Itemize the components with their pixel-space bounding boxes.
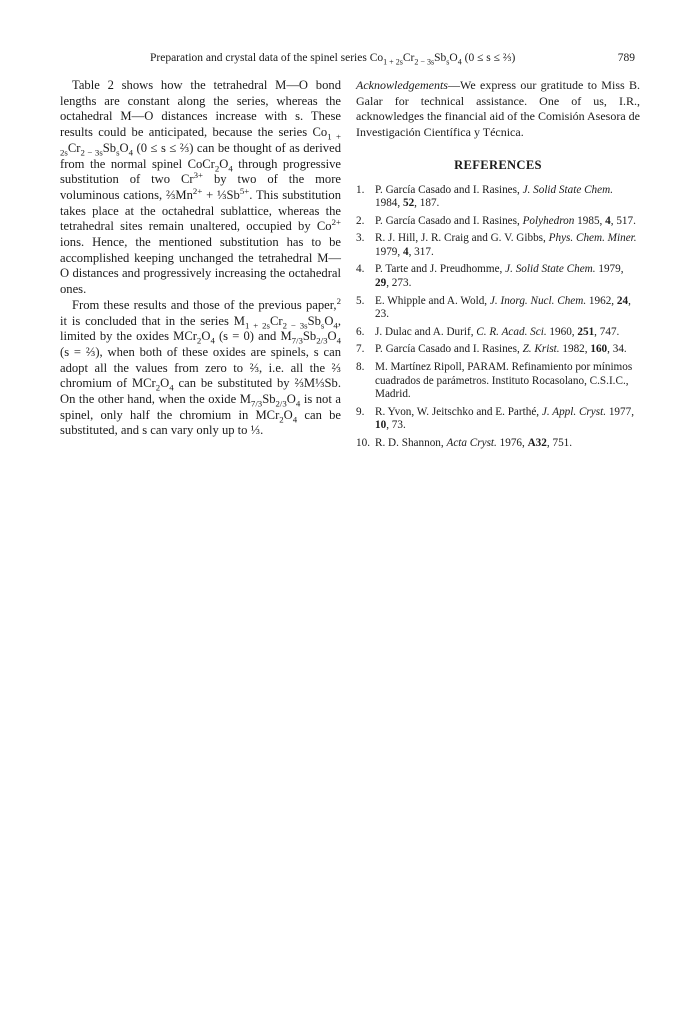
reference-year: 1982, [559, 343, 591, 356]
reference-volume: A32 [527, 437, 547, 450]
reference-item [356, 184, 640, 211]
acknowledgements-text: —We express our gratitude to Miss B. Galar for technical assistance. One of us, I.R., acknowledges the financial aid of the Comisión Asesora de Investigación Científica y Técnica. [356, 78, 640, 140]
title-text: Sb [434, 52, 447, 64]
reference-item [356, 215, 640, 229]
reference-journal: J. Appl. Cryst. [541, 405, 607, 418]
reference-authors: R. J. Hill, J. R. Craig and G. V. Gibbs, [375, 232, 549, 245]
references-heading: REFERENCES [454, 157, 542, 172]
reference-list [356, 184, 640, 451]
reference-year: 1984, [375, 197, 403, 210]
title-sub: s [446, 57, 450, 67]
reference-pages: , 273. [386, 277, 412, 290]
reference-authors: R. D. Shannon, [375, 437, 447, 450]
reference-number: 9. [356, 405, 365, 418]
reference-number: 2. [356, 214, 365, 227]
left-column [60, 78, 341, 439]
reference-journal: Z. Krist. [522, 343, 560, 356]
reference-volume: 4 [605, 214, 611, 227]
reference-item [356, 232, 640, 259]
running-title [150, 52, 516, 67]
right-column [356, 78, 640, 455]
reference-journal: J. Solid State Chem. [522, 183, 613, 196]
reference-year: 1977, [606, 405, 634, 418]
paragraph-results: Table 2 shows how the tetrahedral M—O bond lengths are constant along the series, whereas the octahedral M—O distances increase with s. These results could be anticipated, because the series $Co_{1 + 2s}Cr_{2 - 3s}Sb_sO_4$ (0 ≤ s ≤ ⅔) can be thought of as derived from the normal spinel $CoCr_2O_4$ through progressive substitution of two $Cr^{3+}$ by two of the more voluminous cations, $\frac{2}{3}Mn^{2+}$ + $\frac{1}{3}Sb^{5+}$. This substitution takes place at the octahedral sublattice, whereas the tetrahedral sites remain unaltered, occupied by $Co^{2+}$ ions. Hence, the mentioned substitution has to be accomplished keeping unchanged the tetrahedral M—O distances and progressively increasing the octahedral ones. [60, 78, 342, 297]
acknowledgements [356, 78, 640, 141]
reference-item [356, 295, 640, 322]
reference-pages: , 747. [594, 325, 620, 338]
reference-volume: 10 [375, 419, 387, 432]
reference-authors: P. García Casado and I. Rasines, [375, 183, 523, 196]
title-text: Cr [402, 52, 415, 64]
running-head [60, 52, 635, 68]
reference-item [356, 361, 640, 402]
reference-journal: Polyhedron [522, 214, 575, 227]
title-text: Preparation and crystal data of the spinel series Co [150, 52, 384, 64]
reference-item [356, 437, 640, 451]
reference-year: 1979, [595, 263, 624, 276]
reference-year: 1976, [496, 437, 528, 450]
reference-year: 1985, [574, 214, 606, 227]
reference-number: 3. [356, 232, 365, 245]
reference-volume: 160 [590, 343, 608, 356]
reference-item [356, 263, 640, 290]
reference-pages: , 34. [607, 343, 627, 356]
title-sub: 1 + 2s [383, 57, 403, 67]
reference-journal: C. R. Acad. Sci. [476, 325, 547, 338]
reference-year: 1960, [546, 325, 578, 338]
reference-number: 6. [356, 325, 365, 338]
reference-pages: , 317. [408, 245, 434, 258]
reference-pages: , 23. [375, 294, 631, 321]
reference-number: 5. [356, 294, 365, 307]
reference-item [356, 343, 640, 357]
reference-authors: M. Martínez Ripoll, PARAM. Refinamiento por mínimos cuadrados de parámetros. Instituto Rocasolano, C.S.I.C., Madrid. [375, 361, 633, 401]
reference-number: 4. [356, 263, 365, 276]
page-number: 789 [617, 52, 635, 64]
reference-volume: 4 [402, 245, 409, 258]
reference-authors: P. García Casado and I. Rasines, [375, 214, 523, 227]
reference-item [356, 406, 640, 433]
reference-number: 8. [356, 361, 365, 374]
title-text: O [449, 52, 458, 64]
reference-number: 10. [356, 437, 370, 450]
title-sub: 2 − 3s [414, 57, 435, 67]
reference-authors: E. Whipple and A. Wold, [375, 294, 490, 307]
reference-pages: , 517. [610, 214, 636, 227]
reference-volume: 29 [375, 277, 387, 290]
reference-pages: , 187. [414, 197, 440, 210]
reference-number: 1. [356, 183, 365, 196]
reference-item [356, 326, 640, 340]
reference-year: 1962, [586, 294, 617, 307]
citation-superscript: 2 [336, 295, 341, 306]
reference-volume: 251 [577, 325, 595, 338]
reference-authors: J. Dulac and A. Durif, [375, 325, 477, 338]
reference-journal: J. Inorg. Nucl. Chem. [489, 294, 587, 307]
title-text: (0 ≤ s ≤ ⅔) [461, 52, 516, 64]
reference-journal: Phys. Chem. Miner. [548, 232, 637, 245]
reference-year: 1979, [375, 245, 403, 258]
paragraph-conclusion: From these results and those of the previous paper,$^2$ it is concluded that in the series $M_{1 + 2s}Cr_{2 - 3s}Sb_sO_4$, limited by the oxides $MCr_2O_4$ (s = 0) and $M_{7/3}Sb_{2/3}O_4$ (s = ⅔), when both of these oxides are spinels, s can adopt all the values from zero to ⅔, i.e. all the ⅔ chromium of $MCr_2O_4$ can be substituted by ⅔M⅓Sb. On the other hand, when the oxide $M_{7/3}Sb_{2/3}O_4$ is not a spinel, only half the chromium in $MCr_2O_4$ can be substituted, and s can vary only up to ⅓. [60, 295, 341, 438]
reference-volume: 24 [616, 294, 629, 307]
reference-pages: , 751. [546, 437, 573, 450]
reference-number: 7. [356, 343, 365, 356]
reference-volume: 52 [402, 197, 415, 210]
reference-authors: R. Yvon, W. Jeitschko and E. Parthé, [375, 405, 542, 418]
reference-authors: P. Tarte and J. Preudhomme, [375, 263, 506, 276]
reference-journal: J. Solid State Chem. [505, 263, 596, 276]
reference-authors: P. García Casado and I. Rasines, [375, 343, 523, 356]
acknowledgements-label: Acknowledgements [356, 78, 448, 92]
reference-journal: Acta Cryst. [446, 437, 497, 450]
reference-pages: , 73. [386, 419, 406, 432]
title-sub: 4 [457, 57, 462, 67]
